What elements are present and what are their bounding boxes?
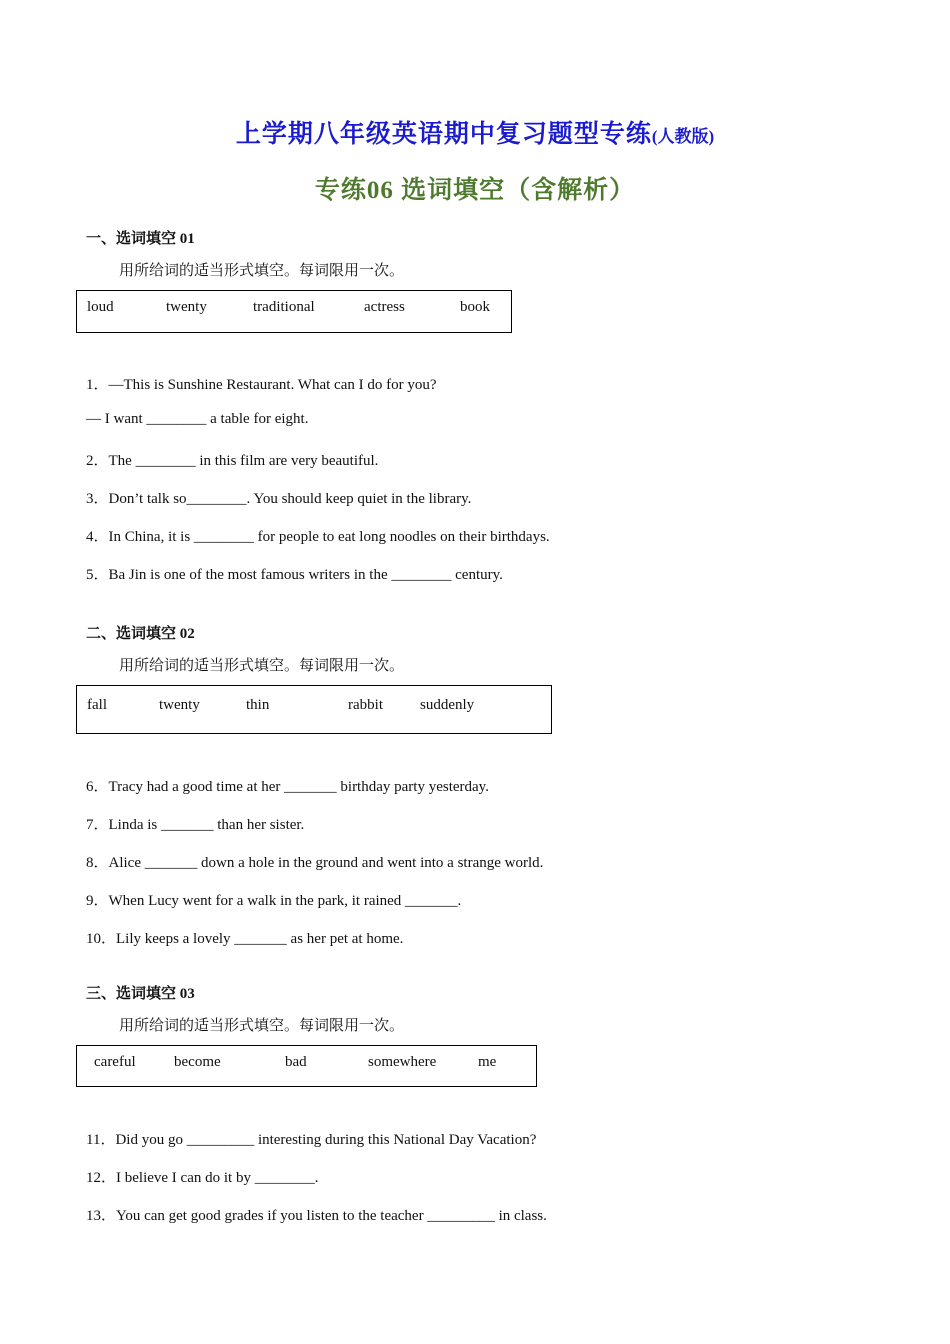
section-1-heading: 一、选词填空 01 bbox=[86, 231, 195, 247]
section-2-heading: 二、选词填空 02 bbox=[86, 626, 195, 642]
word-bank-item: thin bbox=[246, 697, 270, 713]
question-line: 11．Did you go _________ interesting during this National Day Vacation? bbox=[86, 1132, 537, 1148]
question-line: 7．Linda is _______ than her sister. bbox=[86, 817, 305, 833]
question-line: 3．Don’t talk so________. You should keep quiet in the library. bbox=[86, 491, 472, 507]
word-bank-item: traditional bbox=[253, 299, 315, 315]
question-line: 9．When Lucy went for a walk in the park, it rained _______. bbox=[86, 893, 462, 909]
section-2-instruction: 用所给词的适当形式填空。每词限用一次。 bbox=[119, 658, 405, 674]
section-3-instruction: 用所给词的适当形式填空。每词限用一次。 bbox=[119, 1018, 405, 1034]
word-bank-item: book bbox=[460, 299, 490, 315]
title-edition: (人教版) bbox=[651, 127, 715, 146]
question-line: 13．You can get good grades if you listen to the teacher _________ in class. bbox=[86, 1208, 547, 1224]
word-bank-item: suddenly bbox=[420, 697, 475, 713]
question-line: 8．Alice _______ down a hole in the ground and went into a strange world. bbox=[86, 855, 544, 871]
word-bank-item: bad bbox=[285, 1054, 307, 1070]
word-bank-item: me bbox=[478, 1054, 497, 1070]
title-main: 上学期八年级英语期中复习题型专练 bbox=[235, 121, 652, 148]
word-bank-item: loud bbox=[87, 299, 114, 315]
word-bank-item: careful bbox=[94, 1054, 136, 1070]
question-line: 12．I believe I can do it by ________. bbox=[86, 1170, 319, 1186]
word-bank-item: twenty bbox=[166, 299, 207, 315]
document-title bbox=[0, 114, 950, 150]
section-1-instruction: 用所给词的适当形式填空。每词限用一次。 bbox=[119, 263, 405, 279]
question-line: 4．In China, it is ________ for people to eat long noodles on their birthdays. bbox=[86, 529, 550, 545]
document-subtitle: 专练06 选词填空（含解析） bbox=[314, 177, 636, 204]
section-3-word-box bbox=[76, 1045, 537, 1087]
section-3-heading: 三、选词填空 03 bbox=[86, 986, 195, 1002]
question-line: 5．Ba Jin is one of the most famous writers in the ________ century. bbox=[86, 567, 503, 583]
word-bank-item: somewhere bbox=[368, 1054, 437, 1070]
section-1-word-box bbox=[76, 290, 512, 333]
word-bank-item: fall bbox=[87, 697, 107, 713]
question-line: 1．—This is Sunshine Restaurant. What can I do for you? bbox=[86, 377, 437, 393]
question-line: 6．Tracy had a good time at her _______ birthday party yesterday. bbox=[86, 779, 489, 795]
word-bank-item: rabbit bbox=[348, 697, 383, 713]
question-line: 10．Lily keeps a lovely _______ as her pet at home. bbox=[86, 931, 404, 947]
word-bank-item: become bbox=[174, 1054, 221, 1070]
question-line: — I want ________ a table for eight. bbox=[86, 411, 309, 427]
word-bank-item: actress bbox=[364, 299, 405, 315]
section-2-word-box bbox=[76, 685, 552, 734]
question-line: 2．The ________ in this film are very beautiful. bbox=[86, 453, 379, 469]
word-bank-item: twenty bbox=[159, 697, 200, 713]
